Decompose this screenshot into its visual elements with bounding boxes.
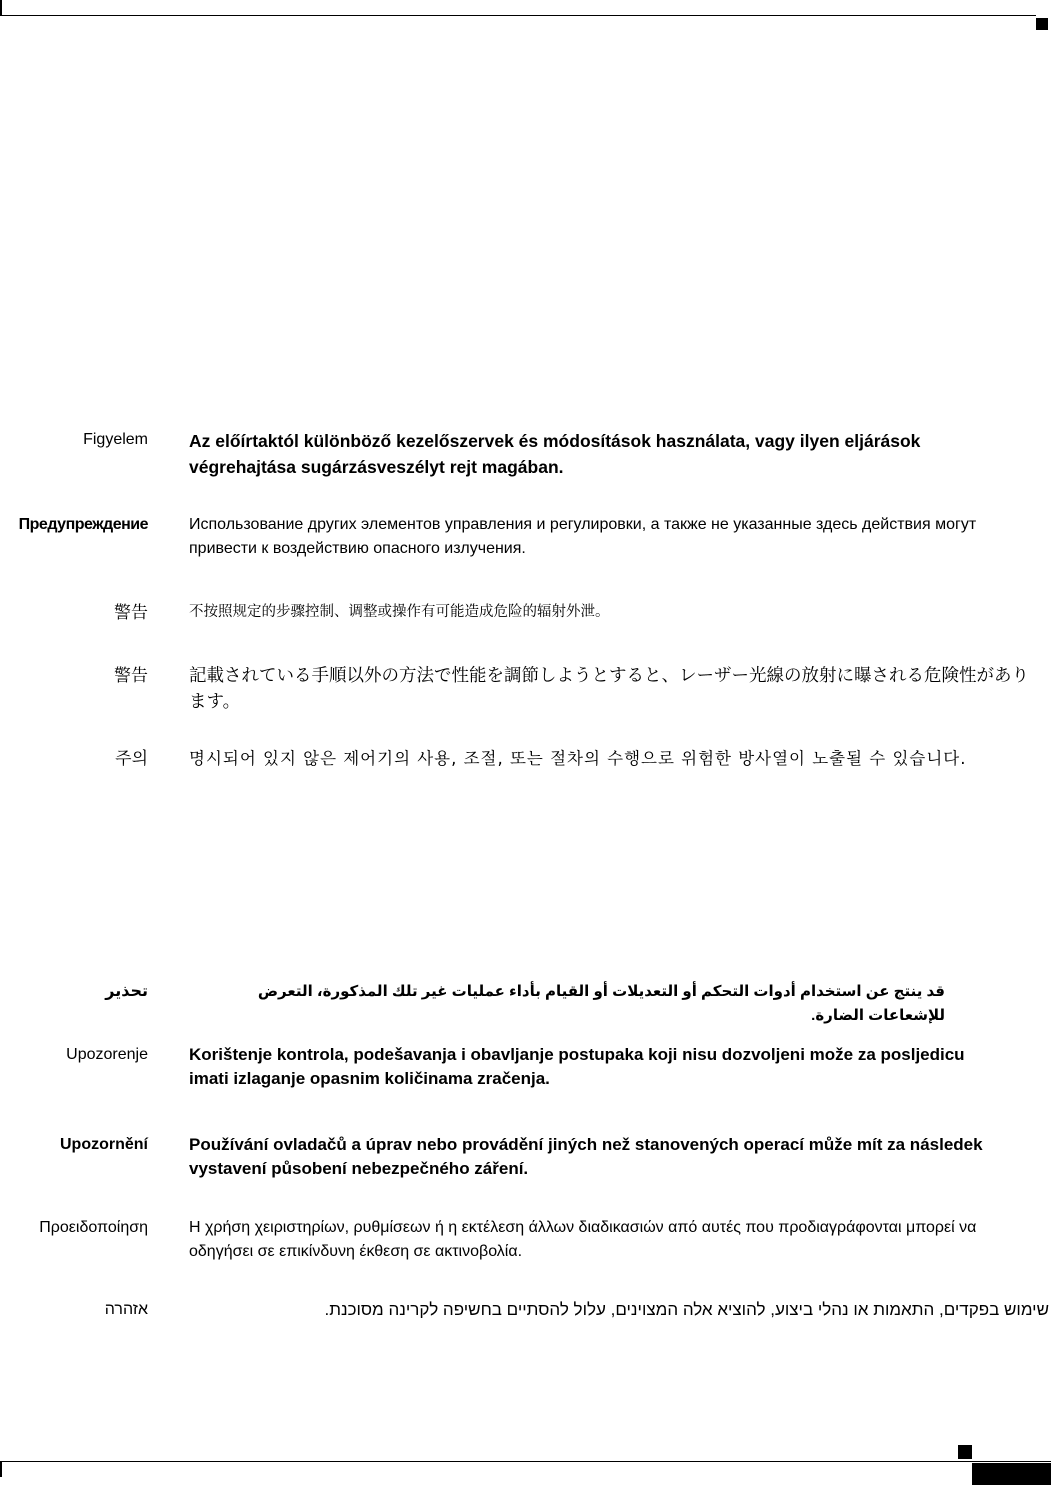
warning-text: Использование других элементов управления и регулировки, а также не указанные здесь действия могут привести к воздействию опасного излучения. xyxy=(189,516,977,557)
warning-text: Η χρήση χειριστηρίων, ρυθμίσεων ή η εκτέλεση άλλων διαδικασιών από αυτές που προδιαγράφονται μπορεί να οδηγήσει σε επικίνδυνη έκθεση σε ακτινοβολία. xyxy=(189,1219,977,1260)
warning-label: Upozornění xyxy=(60,1136,148,1153)
warning-text: قد ينتج عن استخدام أدوات التحكم أو التعديلات أو القيام بأداء عمليات غير تلك المذكورة، التعرض للإشعاعات الضارة. xyxy=(257,983,945,1024)
warning-label: Предупреждение xyxy=(18,516,148,533)
warning-text: Používání ovladačů a úprav nebo provádění jiných než stanovených operací může mít za následek vystavení působení nebezpečného záření. xyxy=(189,1135,983,1178)
warning-label: Figyelem xyxy=(83,431,148,448)
warning-label: Upozorenje xyxy=(66,1046,148,1063)
warning-text: Az előírtaktól különböző kezelőszervek és módosítások használata, vagy ilyen eljárások végrehajtása sugárzásveszélyt rejt magában. xyxy=(189,431,921,477)
warning-label: 警告 xyxy=(114,666,148,686)
warning-text: 記載されている手順以外の方法で性能を調節しようとすると、レーザー光線の放射に曝される危険性があります。 xyxy=(189,666,1029,712)
top-left-tick xyxy=(0,0,2,16)
bottom-rule xyxy=(0,1461,1051,1462)
warning-label: تحذير xyxy=(105,983,148,1000)
warning-text: 명시되어 있지 않은 제어기의 사용, 조절, 또는 절차의 수행으로 위험한 방사열이 노출될 수 있습니다. xyxy=(189,749,967,768)
warning-label: אזהרה xyxy=(104,1301,148,1318)
bottom-left-tick xyxy=(0,1461,2,1477)
warning-label: Προειδοποίηση xyxy=(39,1219,148,1236)
bottom-marker xyxy=(958,1445,972,1459)
page-number-tab xyxy=(972,1463,1051,1485)
warning-label: 警告 xyxy=(114,603,148,623)
warning-label: 주의 xyxy=(115,749,148,769)
top-right-marker xyxy=(1036,18,1048,30)
warning-text: 不按照规定的步骤控制、调整或操作有可能造成危险的辐射外泄。 xyxy=(189,604,610,620)
warning-text: שימוש בפקדים, התאמות או נהלי ביצוע, להוציא אלה המצוינים, עלול להסתיים בחשיפה לקרינה מסוכנת. xyxy=(324,1300,1049,1319)
top-rule xyxy=(0,15,1036,16)
warning-text: Korištenje kontrola, podešavanja i obavljanje postupaka koji nisu dozvoljeni može za posljedicu imati izlaganje opasnim količinama zračenja. xyxy=(189,1045,965,1088)
